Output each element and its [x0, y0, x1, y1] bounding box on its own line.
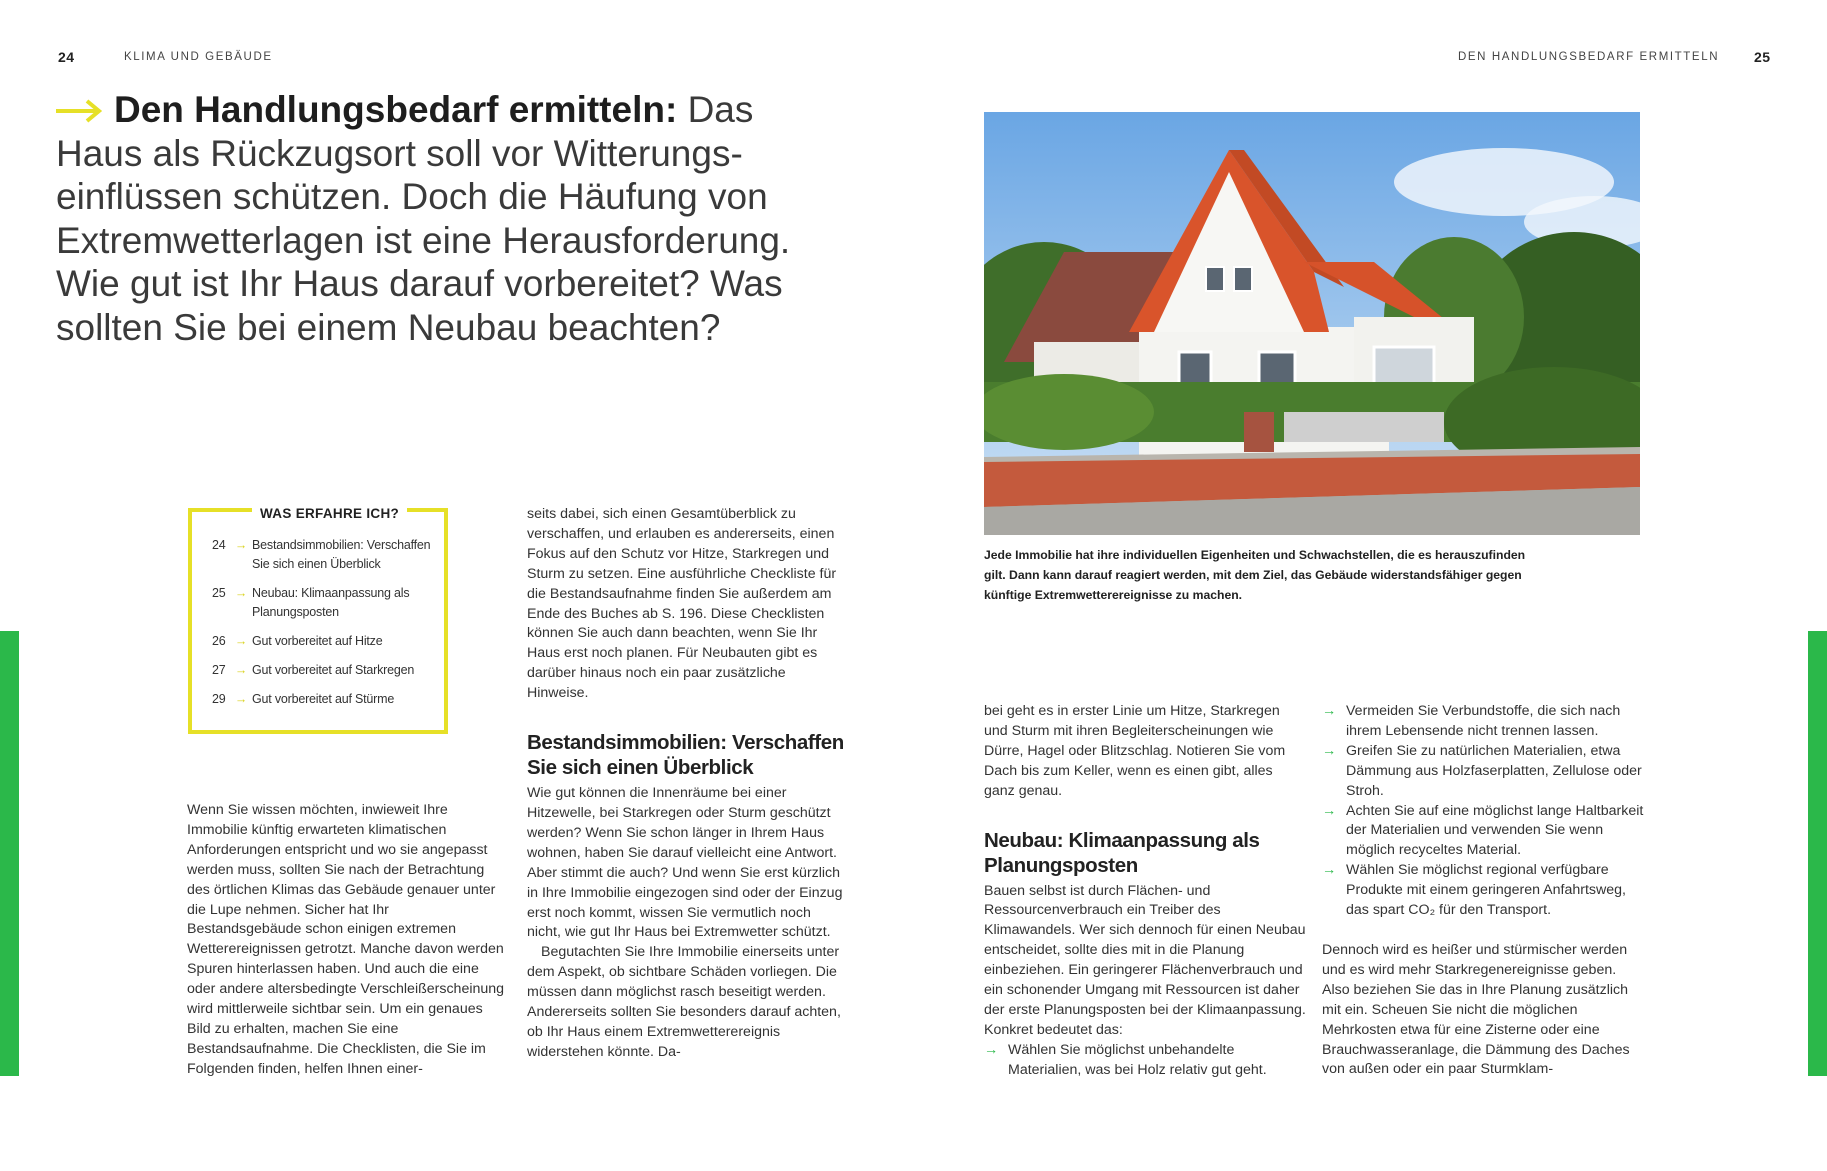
- column-1-text: [187, 801, 505, 1080]
- list-item: [1322, 802, 1644, 862]
- arrow-right-icon: →: [1322, 862, 1337, 879]
- section-heading-bestand: Bestandsimmobilien: Verschaffen Sie sich einen Überblick: [527, 731, 844, 780]
- toc-page: 26: [212, 634, 226, 648]
- arrow-right-icon: →: [234, 586, 248, 600]
- toc-item[interactable]: [212, 536, 442, 574]
- house-photo: [984, 112, 1640, 535]
- bullet-list: [1322, 702, 1644, 921]
- arrow-right-icon: →: [1322, 742, 1337, 759]
- toc-page: 24: [212, 538, 226, 552]
- paragraph: Wie gut können die Innenräume bei einer Hitzewelle, bei Starkregen oder Sturm geschützt werden? Wenn Sie schon länger in Ihrem Haus wohnen, haben Sie darauf vielleicht eine Antwort. Aber stimmt die auch? Und wenn Sie erst kürzlich in Ihre Immobilie eingezogen sind oder der Einzug erst noch kommt, wissen Sie vermutlich noch nicht, wie gut Ihr Haus bei Extremwetter schützt.: [527, 785, 843, 941]
- toc-text: Gut vorbereitet auf Hitze: [252, 634, 383, 648]
- left-edge-marker: [0, 631, 19, 1076]
- right-page-number: 25: [1754, 49, 1771, 65]
- toc-page: 29: [212, 692, 226, 706]
- toc-text: Neubau: Klimaanpassung als Planungsposten: [252, 586, 410, 619]
- headline-text: Das Haus als Rückzugsort soll vor Witterungseinflüssen schützen. Doch die Häufung von Extremwetterlagen ist eine Herausforderung. Wie gut ist Ihr Haus darauf vorbereitet? Was sollten Sie bei einem Neubau beachten?: [56, 89, 791, 348]
- arrow-right-icon: [56, 90, 102, 116]
- chapter-intro-headline: [56, 88, 796, 349]
- list-item-text: Greifen Sie zu natürlichen Materialien, etwa Dämmung aus Holzfaserplatten, Zellulose oder Stroh.: [1346, 742, 1642, 799]
- paragraph: Dennoch wird es heißer und stürmischer werden und es wird mehr Starkregenereignisse geben. Also beziehen Sie das in Ihre Planung zusätzlich mit ein. Scheuen Sie nicht die möglichen Mehrkosten etwa für eine Zisterne oder eine Brauchwasseranlage, die Dämmung des Daches von außen oder ein paar Sturmklam-: [1322, 941, 1630, 1078]
- arrow-right-icon: →: [984, 1041, 999, 1058]
- arrow-right-icon: →: [234, 634, 248, 648]
- right-running-head: DEN HANDLUNGSBEDARF ERMITTELN: [1458, 51, 1720, 63]
- info-box: [188, 508, 448, 734]
- headline-bold: Den Handlungsbedarf ermitteln:: [114, 89, 678, 130]
- list-item: [984, 1041, 1306, 1081]
- column-2-text: [527, 505, 845, 1063]
- list-item-text: Wählen Sie möglichst regional verfügbare Produkte mit einem geringeren Anfahrtsweg, das spart CO₂ für den Transport.: [1346, 862, 1626, 919]
- info-box-title: WAS ERFAHRE ICH?: [252, 506, 407, 521]
- paragraph: Wenn Sie wissen möchten, inwieweit Ihre Immobilie künftig erwarteten klimatischen Anforderungen entspricht und wo sie angepasst werden muss, sollten Sie nach der Betrachtung des örtlichen Klimas das Gebäude genauer unter die Lupe nehmen. Sicher hat Ihr Bestandsgebäude schon einigen extremen Wetterereignissen getrotzt. Manche davon werden Spuren hinterlassen haben. Und auch die eine oder andere altersbedingte Verschleißerscheinung wird mittlerweile sichtbar sein. Um ein genaues Bild zu erhalten, machen Sie eine Bestandsaufnahme. Die Checklisten, die Sie im Folgenden finden, helfen Ihnen einer-: [187, 802, 505, 1077]
- arrow-right-icon: →: [234, 663, 248, 677]
- toc-text: Gut vorbereitet auf Stürme: [252, 692, 395, 706]
- toc-page: 25: [212, 586, 226, 600]
- toc-item[interactable]: [212, 690, 442, 709]
- column-3-text: [984, 702, 1306, 1081]
- toc-page: 27: [212, 663, 226, 677]
- toc-item[interactable]: [212, 632, 442, 651]
- photo-caption: Jede Immobilie hat ihre individuellen Eigenheiten und Schwachstellen, die es herauszufinden gilt. Dann kann darauf reagiert werden, mit dem Ziel, das Gebäude widerstandsfähiger gegen künftige Extremwetterereignisse zu machen.: [984, 548, 1526, 602]
- column-4-text: [1322, 702, 1644, 1080]
- list-item-text: Vermeiden Sie Verbundstoffe, die sich nach ihrem Lebensende nicht trennen lassen.: [1346, 703, 1621, 739]
- right-edge-marker: [1808, 631, 1827, 1076]
- info-box-toc: [212, 536, 442, 719]
- paragraph: bei geht es in erster Linie um Hitze, Starkregen und Sturm mit ihren Begleiterscheinungen wie Dürre, Hagel oder Blitzschlag. Notieren Sie vom Dach bis zum Keller, wenn es einen gibt, alles ganz genau.: [984, 703, 1286, 799]
- toc-text: Gut vorbereitet auf Starkregen: [252, 663, 415, 677]
- list-item: [1322, 861, 1644, 921]
- paragraph: Bauen selbst ist durch Flächen- und Ressourcenverbrauch ein Treiber des Klimawandels. Wer sich dennoch für einen Neubau entscheidet, sollte dies mit in die Planung einbeziehen. Ein geringerer Flächenverbrauch und ein schonender Umgang mit Ressourcen ist daher der erste Planungsposten bei der Klimaanpassung. Konkret bedeutet das:: [984, 882, 1306, 1038]
- bullet-list: [984, 1041, 1306, 1081]
- arrow-right-icon: →: [234, 692, 248, 706]
- list-item-text: Achten Sie auf eine möglichst lange Haltbarkeit der Materialien und verwenden Sie wenn möglich recyceltes Material.: [1346, 802, 1644, 859]
- left-running-head: KLIMA UND GEBÄUDE: [124, 51, 273, 63]
- paragraph: Begutachten Sie Ihre Immobilie einerseits unter dem Aspekt, ob sichtbare Schäden vorliegen. Die müssen dann möglichst rasch beseitigt werden. Andererseits sollten Sie besonders darauf achten, ob Ihr Haus einem Extremwetterereignis widerstehen könnte. Da-: [527, 944, 841, 1060]
- toc-text: Bestandsimmobilien: Verschaffen Sie sich einen Überblick: [252, 538, 431, 571]
- left-page-number: 24: [58, 49, 75, 65]
- arrow-right-icon: →: [234, 538, 248, 552]
- list-item-text: Wählen Sie möglichst unbehandelte Materialien, was bei Holz relativ gut geht.: [1008, 1041, 1267, 1078]
- paragraph: seits dabei, sich einen Gesamtüberblick zu verschaffen, und erlauben es andererseits, einen Fokus auf den Schutz vor Hitze, Starkregen und Sturm zu setzen. Eine ausführliche Checkliste für die Bestandsaufnahme finden Sie außerdem am Ende des Buches ab S. 196. Diese Checklisten können Sie auch dann beachten, wenn Sie Ihr Haus erst noch planen. Für Neubauten gibt es darüber hinaus noch ein paar zusätzliche Hinweise.: [527, 506, 837, 702]
- list-item: [1322, 702, 1644, 742]
- list-item: [1322, 742, 1644, 802]
- arrow-right-icon: →: [1322, 802, 1337, 819]
- arrow-right-icon: →: [1322, 703, 1337, 719]
- toc-item[interactable]: [212, 584, 442, 622]
- toc-item[interactable]: [212, 661, 442, 680]
- section-heading-neubau: Neubau: Klimaanpassung als Planungsposten: [984, 828, 1260, 877]
